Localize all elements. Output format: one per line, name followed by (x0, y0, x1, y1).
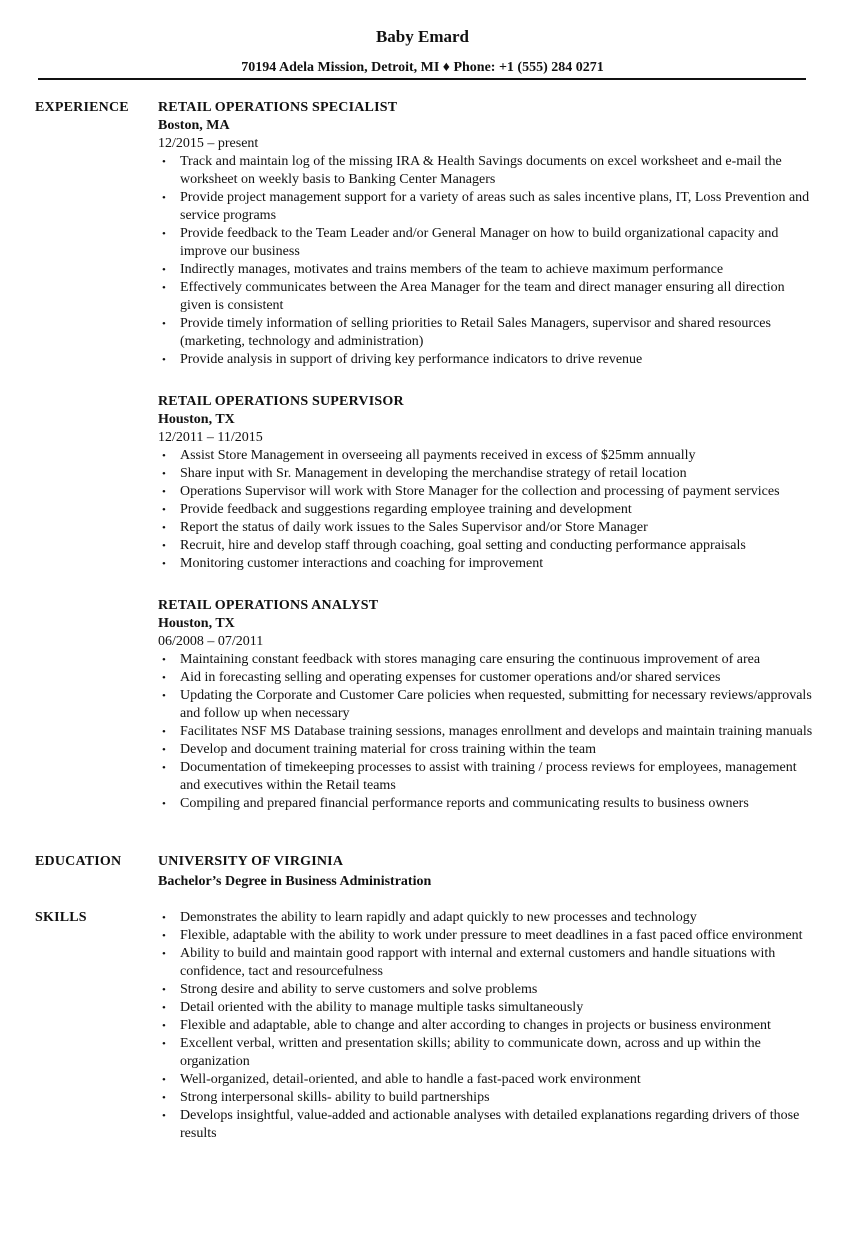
bullet-text: Provide timely information of selling priorities to Retail Sales Managers, supervisor and shared resources (marketing, technology and administration) (180, 316, 771, 349)
bullet-item (158, 909, 818, 927)
bullet-text: Provide feedback and suggestions regarding employee training and development (180, 502, 632, 517)
bullet-icon: • (162, 1002, 166, 1014)
bullet-item (158, 501, 818, 519)
bullet-text: Facilitates NSF MS Database training sessions, manages enrollment and develops and maintain training manuals (180, 724, 813, 739)
bullet-item (158, 1071, 818, 1089)
bullet-item (158, 945, 818, 981)
bullet-text: Documentation of timekeeping processes to assist with training / process reviews for employees, management and executives within the Retail teams (180, 760, 797, 793)
bullet-icon: • (162, 282, 166, 294)
bullet-icon: • (162, 798, 166, 810)
bullet-text: Provide project management support for a variety of areas such as sales incentive plans, IT, Loss Prevention and service programs (180, 190, 810, 223)
bullet-icon: • (162, 192, 166, 204)
header-divider (38, 78, 806, 80)
bullet-text: Report the status of daily work issues to the Sales Supervisor and/or Store Manager (180, 520, 648, 535)
bullet-icon: • (162, 948, 166, 960)
bullet-icon: • (162, 522, 166, 534)
job-entry (158, 393, 818, 573)
bullet-text: Compiling and prepared financial performance reports and communicating results to business owners (180, 796, 749, 811)
bullet-item (158, 555, 818, 573)
bullet-item (158, 723, 818, 741)
bullet-item (158, 225, 818, 261)
bullet-icon: • (162, 1074, 166, 1086)
bullet-text: Track and maintain log of the missing IRA & Health Savings documents on excel worksheet and e-mail the worksheet on weekly basis to Banking Center Managers (180, 154, 782, 187)
bullet-item (158, 651, 818, 669)
candidate-name: Baby Emard (375, 27, 470, 46)
bullet-text: Operations Supervisor will work with Store Manager for the collection and processing of payment services (180, 484, 780, 499)
bullet-icon: • (162, 1038, 166, 1050)
bullet-item (158, 759, 818, 795)
job-dates: 12/2015 – present (158, 136, 259, 151)
bullet-item (158, 981, 818, 999)
job-dates: 12/2011 – 11/2015 (158, 430, 263, 445)
bullet-text: Excellent verbal, written and presentation skills; ability to communicate down, across and up within the organization (180, 1036, 761, 1069)
bullet-text: Provide feedback to the Team Leader and/or General Manager on how to build organizational capacity and improve our business (180, 226, 779, 259)
job-title: RETAIL OPERATIONS SPECIALIST (158, 100, 398, 115)
job-entry (158, 99, 818, 369)
bullet-text: Develop and document training material for cross training within the team (180, 742, 596, 757)
bullet-text: Ability to build and maintain good rapport with internal and external customers and handle situations with confidence, tact and resourcefulness (180, 946, 776, 979)
bullet-icon: • (162, 912, 166, 924)
job-bullets (158, 447, 818, 573)
bullet-icon: • (162, 984, 166, 996)
bullet-text: Strong desire and ability to serve customers and solve problems (180, 982, 538, 997)
skills-body (158, 909, 818, 1143)
bullet-icon: • (162, 930, 166, 942)
bullet-icon: • (162, 468, 166, 480)
bullet-text: Monitoring customer interactions and coaching for improvement (180, 556, 544, 571)
skills-label: SKILLS (35, 910, 87, 925)
bullet-icon: • (162, 354, 166, 366)
bullet-item (158, 537, 818, 555)
job-location: Boston, MA (158, 118, 230, 133)
bullet-text: Strong interpersonal skills- ability to build partnerships (180, 1090, 490, 1105)
bullet-text: Develops insightful, value-added and actionable analyses with detailed explanations regarding drivers of those results (180, 1108, 800, 1141)
bullet-item (158, 279, 818, 315)
bullet-icon: • (162, 156, 166, 168)
bullet-text: Maintaining constant feedback with stores managing care ensuring the continuous improvement of area (180, 652, 761, 667)
skills-bullets (158, 909, 818, 1143)
bullet-text: Assist Store Management in overseeing all payments received in excess of $25mm annually (180, 448, 696, 463)
bullet-item (158, 261, 818, 279)
bullet-icon: • (162, 264, 166, 276)
bullet-item (158, 795, 818, 813)
bullet-icon: • (162, 672, 166, 684)
bullet-item (158, 447, 818, 465)
bullet-item (158, 519, 818, 537)
bullet-item (158, 1089, 818, 1107)
bullet-icon: • (162, 744, 166, 756)
bullet-text: Aid in forecasting selling and operating expenses for customer operations and/or shared services (180, 670, 721, 685)
bullet-item (158, 189, 818, 225)
job-title: RETAIL OPERATIONS SUPERVISOR (158, 394, 404, 409)
bullet-item (158, 153, 818, 189)
bullet-item (158, 1035, 818, 1071)
contact-line: 70194 Adela Mission, Detroit, MI ♦ Phone: +1 (555) 284 0271 (241, 60, 604, 75)
bullet-text: Provide analysis in support of driving key performance indicators to drive revenue (180, 352, 643, 367)
bullet-icon: • (162, 228, 166, 240)
bullet-item (158, 1107, 818, 1143)
job-dates: 06/2008 – 07/2011 (158, 634, 264, 649)
bullet-icon: • (162, 504, 166, 516)
bullet-item (158, 1017, 818, 1035)
bullet-text: Flexible and adaptable, able to change and alter according to changes in projects or business environment (180, 1018, 771, 1033)
bullet-icon: • (162, 486, 166, 498)
bullet-icon: • (162, 450, 166, 462)
bullet-icon: • (162, 1092, 166, 1104)
bullet-item (158, 483, 818, 501)
bullet-icon: • (162, 762, 166, 774)
bullet-item (158, 687, 818, 723)
job-entry (158, 597, 818, 813)
bullet-item (158, 741, 818, 759)
job-title: RETAIL OPERATIONS ANALYST (158, 598, 379, 613)
bullet-icon: • (162, 540, 166, 552)
bullet-icon: • (162, 558, 166, 570)
job-location: Houston, TX (158, 616, 235, 631)
bullet-item (158, 999, 818, 1017)
job-bullets (158, 651, 818, 813)
bullet-text: Updating the Corporate and Customer Care policies when requested, submitting for necessary reviews/approvals and follow up when necessary (180, 688, 812, 721)
bullet-text: Recruit, hire and develop staff through coaching, goal setting and conducting performance appraisals (180, 538, 746, 553)
experience-body (158, 99, 818, 837)
bullet-text: Detail oriented with the ability to manage multiple tasks simultaneously (180, 1000, 584, 1015)
experience-label: EXPERIENCE (35, 100, 129, 115)
bullet-item (158, 351, 818, 369)
bullet-icon: • (162, 690, 166, 702)
education-body (158, 853, 818, 891)
bullet-text: Share input with Sr. Management in developing the merchandise strategy of retail location (180, 466, 687, 481)
job-bullets (158, 153, 818, 369)
bullet-item (158, 669, 818, 687)
bullet-icon: • (162, 726, 166, 738)
bullet-text: Effectively communicates between the Area Manager for the team and direct manager ensuring all direction given is consistent (180, 280, 785, 313)
bullet-text: Demonstrates the ability to learn rapidly and adapt quickly to new processes and technology (180, 910, 697, 925)
bullet-icon: • (162, 1110, 166, 1122)
degree: Bachelor’s Degree in Business Administration (158, 874, 432, 889)
bullet-item (158, 315, 818, 351)
school-name: UNIVERSITY OF VIRGINIA (158, 854, 344, 869)
bullet-text: Indirectly manages, motivates and trains members of the team to achieve maximum performance (180, 262, 724, 277)
bullet-icon: • (162, 654, 166, 666)
bullet-text: Flexible, adaptable with the ability to work under pressure to meet deadlines in a fast paced office environment (180, 928, 803, 943)
job-location: Houston, TX (158, 412, 235, 427)
bullet-text: Well-organized, detail-oriented, and able to handle a fast-paced work environment (180, 1072, 641, 1087)
bullet-icon: • (162, 318, 166, 330)
bullet-item (158, 927, 818, 945)
bullet-icon: • (162, 1020, 166, 1032)
education-label: EDUCATION (35, 854, 122, 869)
bullet-item (158, 465, 818, 483)
